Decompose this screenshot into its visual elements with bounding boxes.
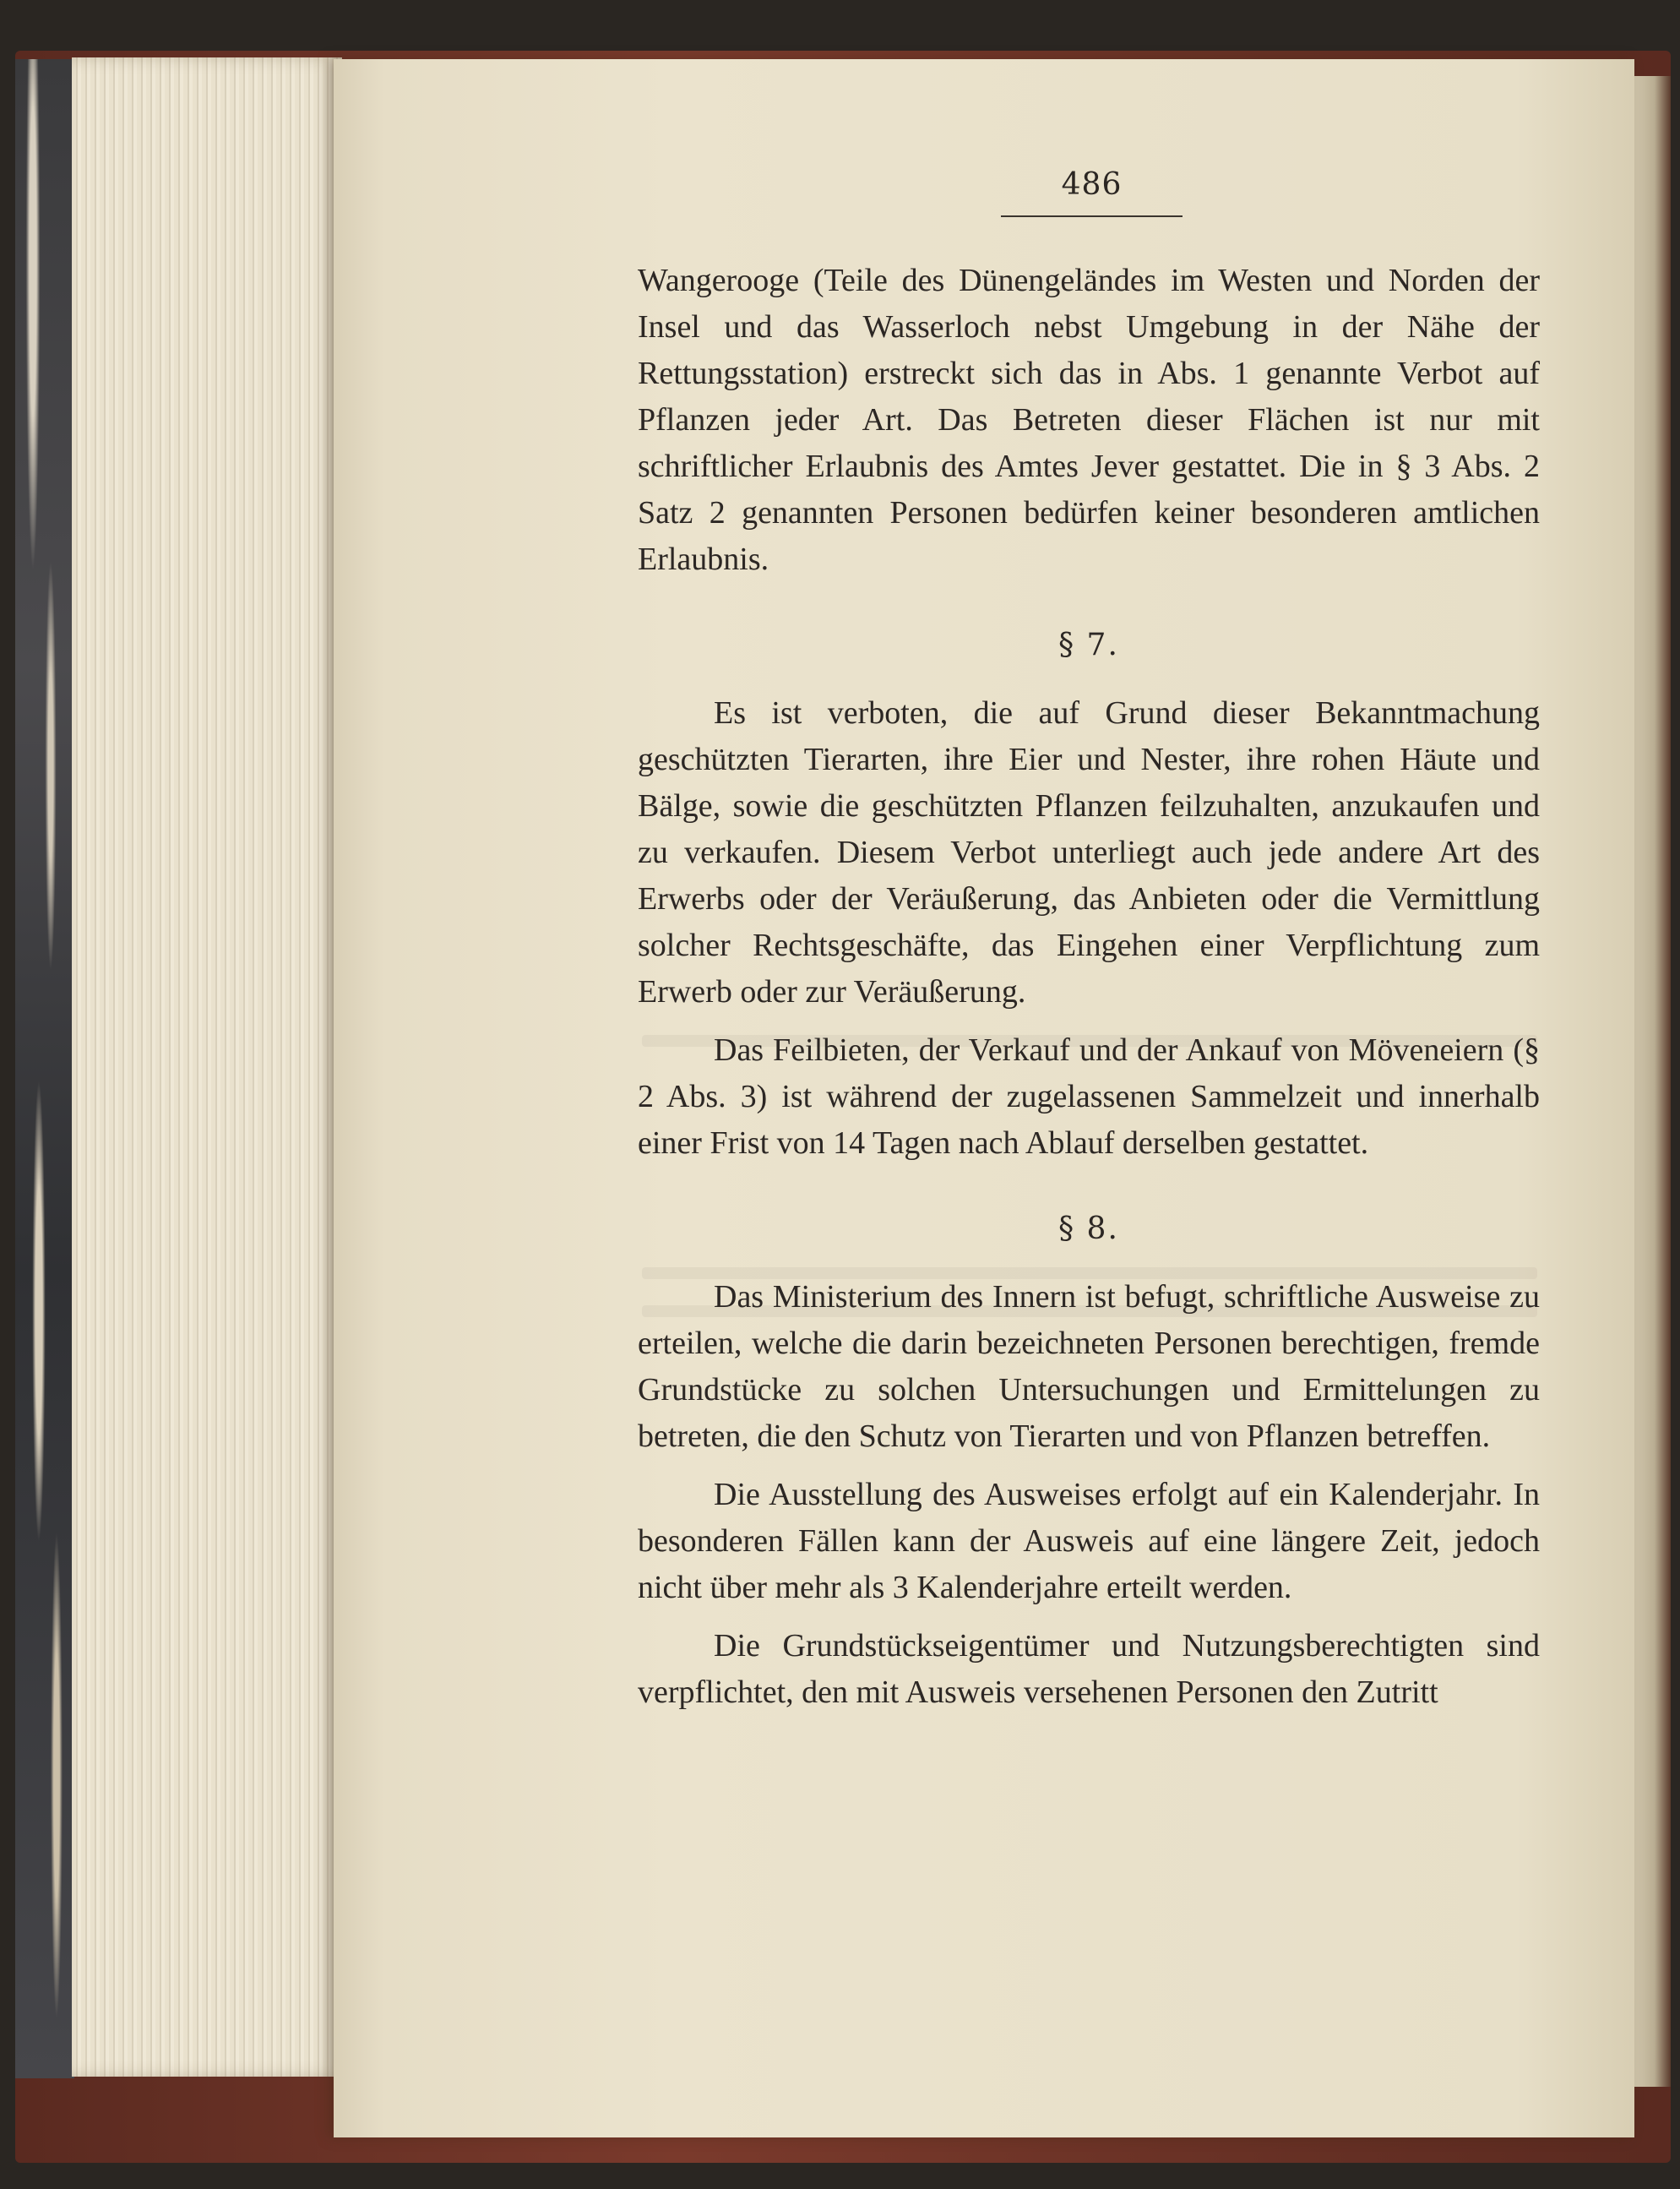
paragraph-continuation: Wangerooge (Teile des Dünengeländes im Westen und Norden der Insel und das Wasserloch nebst Umgebung in der Nähe der Rettungsstation) erstreckt sich das in Abs. 1 genannte Verbot auf Pflanzen jeder Art. Das Betreten dieser Flächen ist nur mit schriftlicher Erlaubnis des Amtes Jever gestattet. Die in § 3 Abs. 2 Satz 2 genannten Personen bedürfen keiner besonderen amtlichen Erlaubnis. xyxy=(638,263,1540,577)
paragraph-7-2: Das Feilbieten, der Verkauf und der Ankauf von Möveneiern (§ 2 Abs. 3) ist während der zugelassenen Sammelzeit und innerhalb einer Frist von 14 Tagen nach Ablauf derselben gestattet. xyxy=(638,1032,1540,1161)
paragraph-7-1: Es ist verboten, die auf Grund dieser Bekanntmachung geschützten Tierarten, ihre Eier und Nester, ihre rohen Häute und Bälge, sowie die geschützten Pflanzen feilzuhalten, anzukaufen und zu verkaufen. Diesem Verbot unterliegt auch jede andere Art des Erwerbs oder der Veräußerung, das Anbieten oder die Vermittlung solcher Rechtsgeschäfte, das Eingehen einer Verpflichtung zum Erwerb oder zur Veräußerung. xyxy=(638,695,1540,1010)
section-heading-8: § 8. xyxy=(1058,1212,1119,1246)
section-heading-7: § 7. xyxy=(1058,628,1119,662)
paragraph-8-1: Das Ministerium des Innern ist befugt, schriftliche Ausweise zu erteilen, welche die darin bezeichneten Personen berechtigen, fremde Grundstücke zu solchen Untersuchungen und Ermittelungen zu betreten, die den Schutz von Tierarten und von Pflanzen betreffen. xyxy=(638,1279,1540,1454)
marbled-edge xyxy=(15,59,74,2078)
page-number: 486 xyxy=(1061,167,1123,202)
paragraph-8-3: Die Grundstückseigentümer und Nutzungsberechtigten sind verpflichtet, den mit Ausweis versehenen Personen den Zutritt xyxy=(638,1628,1540,1710)
page-number-rule xyxy=(1001,215,1183,217)
paragraph-8-2: Die Ausstellung des Ausweises erfolgt auf ein Kalenderjahr. In besonderen Fällen kann der Ausweis auf eine längere Zeit, jedoch nicht über mehr als 3 Kalenderjahre erteilt werden. xyxy=(638,1477,1540,1605)
page-stack xyxy=(72,57,342,2077)
right-page-edge xyxy=(1630,76,1671,2087)
page-text xyxy=(638,258,1540,1716)
